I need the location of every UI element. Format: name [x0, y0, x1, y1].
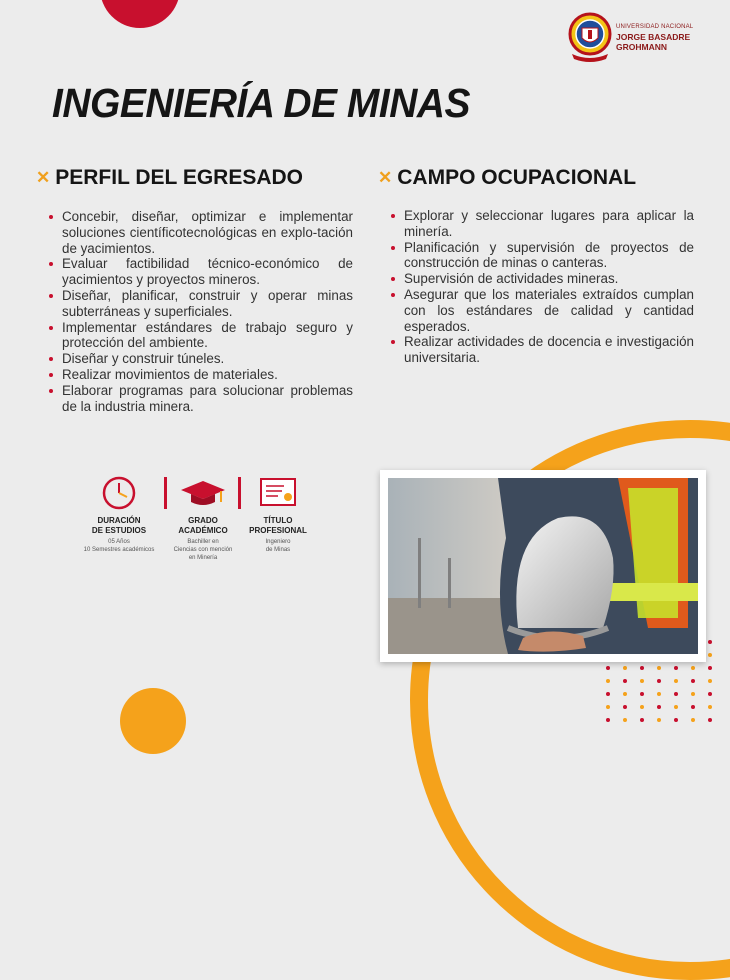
list-item: Asegurar que los materiales extraídos cumplan con los estándares de calidad y cantidad esperados.: [390, 287, 694, 334]
graduation-cap-icon: [179, 478, 227, 508]
campo-heading: [378, 166, 636, 190]
list-item: Evaluar factibilidad técnico-económico de yacimientos y proyectos mineros.: [48, 256, 353, 288]
titulo-sub-1: Ingeniero: [265, 539, 291, 545]
decorative-dot: [674, 705, 678, 709]
decorative-dot: [708, 640, 712, 644]
decorative-dot: [657, 666, 661, 670]
decorative-dot: [657, 679, 661, 683]
decorative-dot: [674, 692, 678, 696]
decorative-dot: [640, 679, 644, 683]
titulo-sub-2: de Minas: [265, 547, 291, 553]
grado-sub-1: Bachiller en: [187, 539, 219, 545]
decorative-dot: [708, 653, 712, 657]
university-crest-icon: [568, 10, 612, 64]
decorative-top-circle: [100, 0, 180, 28]
perfil-heading-label: PERFIL DEL EGRESADO: [55, 166, 304, 189]
decorative-dot: [691, 692, 695, 696]
decorative-dot: [623, 666, 627, 670]
decorative-dot: [708, 705, 712, 709]
decorative-dot: [606, 666, 610, 670]
decorative-dot: [640, 705, 644, 709]
decorative-dot: [623, 718, 627, 722]
perfil-list: [48, 209, 353, 414]
miner-holding-helmet-image: [388, 478, 698, 654]
decorative-bottom-circle: [120, 688, 186, 754]
list-item: Diseñar, planificar, construir y operar minas subterráneas y superficiales.: [48, 288, 353, 320]
duracion-title-1: DURACIÓN: [97, 516, 141, 525]
decorative-dot: [657, 692, 661, 696]
x-bullet-icon: ✕: [378, 168, 393, 187]
duracion-sub-1: 05 Años: [108, 539, 130, 545]
logo-line-1: UNIVERSIDAD NACIONAL: [616, 24, 694, 30]
decorative-dot: [691, 718, 695, 722]
titulo-title-1: TÍTULO: [263, 516, 293, 525]
decorative-dot: [606, 718, 610, 722]
decorative-dot: [708, 718, 712, 722]
titulo-title-2: PROFESIONAL: [249, 526, 307, 535]
decorative-dot: [640, 666, 644, 670]
list-item: Diseñar y construir túneles.: [48, 351, 353, 367]
decorative-dot: [606, 692, 610, 696]
decorative-dot: [606, 679, 610, 683]
decorative-dot: [623, 705, 627, 709]
perfil-heading: [36, 166, 303, 190]
decorative-dot: [606, 705, 610, 709]
duracion-sub-2: 10 Semestres académicos: [83, 547, 155, 553]
decorative-dot: [691, 705, 695, 709]
list-item: Realizar actividades de docencia e investigación universitaria.: [390, 334, 694, 366]
campo-heading-label: CAMPO OCUPACIONAL: [397, 166, 637, 189]
university-logo: [568, 10, 693, 64]
campo-list: [390, 208, 694, 366]
clock-icon: [101, 475, 137, 511]
logo-line-3: GROHMANN: [616, 42, 667, 52]
list-item: Elaborar programas para solucionar problemas de la industria minera.: [48, 383, 353, 415]
decorative-dot: [657, 718, 661, 722]
grado-sub-2: Ciencias con mención: [173, 547, 233, 553]
list-item: Supervisión de actividades mineras.: [390, 271, 694, 287]
list-item: Planificación y supervisión de proyectos de construcción de minas o canteras.: [390, 240, 694, 272]
info-titulo: [223, 474, 333, 554]
decorative-dot: [640, 718, 644, 722]
decorative-dot: [657, 705, 661, 709]
decorative-dot: [674, 666, 678, 670]
grado-sub-3: en Minería: [188, 555, 218, 561]
decorative-dot: [708, 666, 712, 670]
decorative-dot: [674, 718, 678, 722]
list-item: Realizar movimientos de materiales.: [48, 367, 353, 383]
decorative-dot: [640, 692, 644, 696]
decorative-dot: [691, 666, 695, 670]
decorative-dot: [674, 679, 678, 683]
decorative-dot: [623, 692, 627, 696]
page-title: INGENIERÍA DE MINAS: [52, 80, 471, 126]
list-item: Explorar y seleccionar lugares para aplicar la minería.: [390, 208, 694, 240]
decorative-dot: [691, 679, 695, 683]
decorative-dot: [708, 679, 712, 683]
grado-title-1: GRADO: [188, 516, 218, 525]
logo-line-2: JORGE BASADRE: [616, 32, 691, 42]
photo-miner-helmet: [380, 470, 706, 662]
grado-title-2: ACADÉMICO: [178, 526, 228, 535]
decorative-dot: [708, 692, 712, 696]
x-bullet-icon: ✕: [36, 168, 51, 187]
list-item: Concebir, diseñar, optimizar e implementar soluciones científicotecnológicas en explo-tación de yacimientos.: [48, 209, 353, 256]
certificate-icon: [260, 478, 296, 508]
duracion-title-2: DE ESTUDIOS: [91, 526, 147, 535]
decorative-dot: [623, 679, 627, 683]
list-item: Implementar estándares de trabajo seguro y protección del ambiente.: [48, 320, 353, 352]
